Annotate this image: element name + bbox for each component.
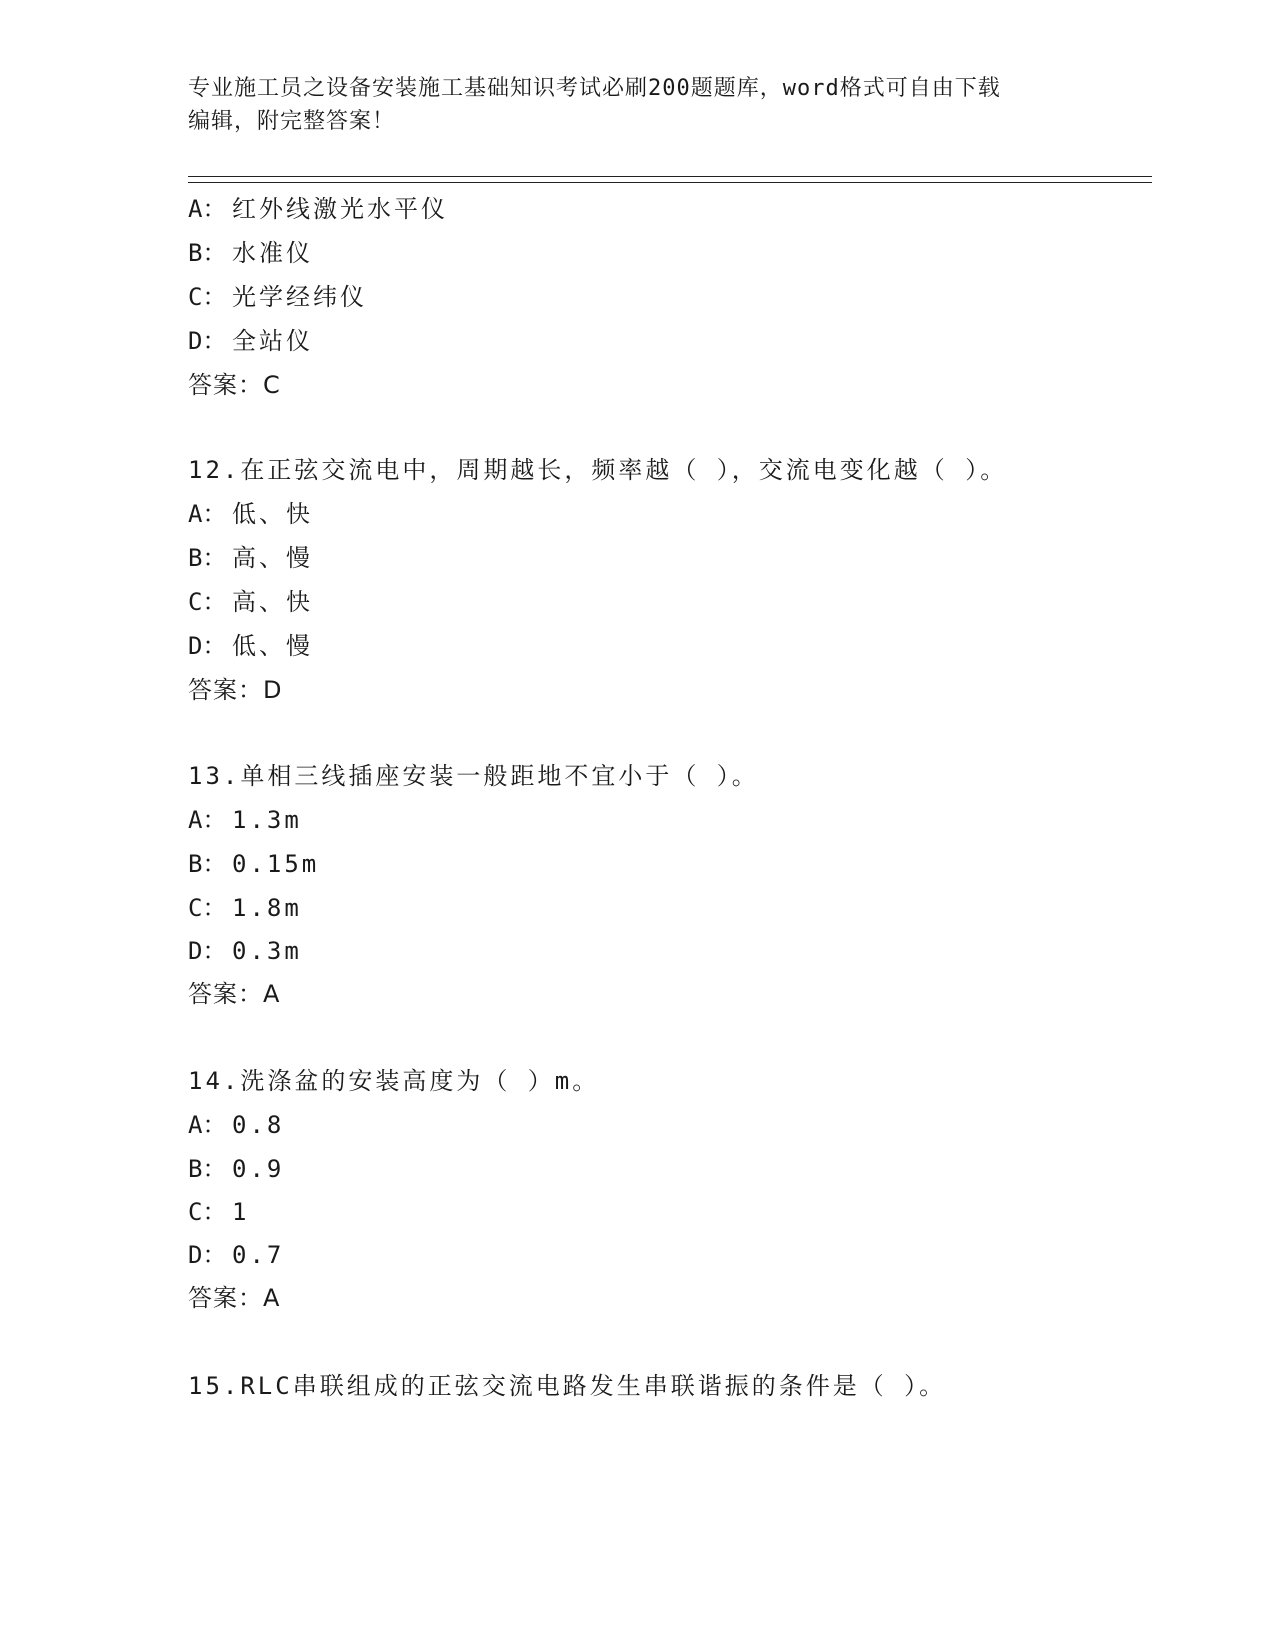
q12-option-c xyxy=(188,587,313,617)
option-text: 高、慢 xyxy=(232,544,313,572)
q11-option-a xyxy=(188,194,448,224)
option-letter: D： xyxy=(188,327,227,355)
q13-option-b xyxy=(188,849,319,879)
option-letter: D： xyxy=(188,632,227,660)
option-letter: C： xyxy=(188,283,227,311)
q14-option-b xyxy=(188,1154,284,1184)
option-text: 全站仪 xyxy=(232,327,313,355)
option-text: 高、快 xyxy=(232,588,313,616)
option-letter: B： xyxy=(188,239,227,267)
q11-option-d xyxy=(188,326,313,356)
q12-option-b xyxy=(188,543,313,573)
q13-option-c xyxy=(188,893,302,923)
q11-answer: 答案：C xyxy=(188,371,281,399)
header-divider-bottom xyxy=(188,182,1152,183)
option-letter: B： xyxy=(188,544,227,572)
option-text: 1 xyxy=(232,1198,250,1226)
option-text: 0.8 xyxy=(232,1111,285,1139)
q13-stem: 13.单相三线插座安装一般距地不宜小于（ ）。 xyxy=(188,762,759,790)
option-letter: C： xyxy=(188,588,227,616)
option-letter: C： xyxy=(188,1198,227,1226)
option-text: 光学经纬仪 xyxy=(232,283,367,311)
option-text: 0.3m xyxy=(232,937,302,965)
option-letter: D： xyxy=(188,937,227,965)
option-letter: B： xyxy=(188,1155,227,1183)
option-letter: A： xyxy=(188,806,227,834)
option-text: 0.7 xyxy=(232,1241,285,1269)
option-text: 0.15m xyxy=(232,850,320,878)
q11-option-c xyxy=(188,282,367,312)
q12-option-a xyxy=(188,499,313,529)
option-letter: B： xyxy=(188,850,227,878)
q14-option-a xyxy=(188,1110,284,1140)
option-text: 低、快 xyxy=(232,500,313,528)
q12-answer: 答案：D xyxy=(188,676,283,704)
q13-option-a xyxy=(188,805,302,835)
option-text: 1.3m xyxy=(232,806,302,834)
option-letter: A： xyxy=(188,500,227,528)
q14-option-d xyxy=(188,1240,284,1270)
option-text: 0.9 xyxy=(232,1155,285,1183)
header-line-1: 专业施工员之设备安装施工基础知识考试必刷200题题库，word格式可自由下载 xyxy=(188,76,1001,101)
option-text: 1.8m xyxy=(232,894,302,922)
option-text: 红外线激光水平仪 xyxy=(232,195,448,223)
option-letter: A： xyxy=(188,1111,227,1139)
q13-option-d xyxy=(188,936,302,966)
header-line-2: 编辑，附完整答案！ xyxy=(188,109,396,134)
q12-option-d xyxy=(188,631,313,661)
option-text: 低、慢 xyxy=(232,632,313,660)
q14-option-c xyxy=(188,1197,249,1227)
option-letter: A： xyxy=(188,195,227,223)
document-header xyxy=(188,72,1068,138)
q11-option-b xyxy=(188,238,313,268)
q12-stem: 12.在正弦交流电中，周期越长，频率越（ ），交流电变化越（ ）。 xyxy=(188,456,1008,484)
q15-stem: 15.RLC串联组成的正弦交流电路发生串联谐振的条件是（ ）。 xyxy=(188,1372,947,1400)
option-text: 水准仪 xyxy=(232,239,313,267)
q14-answer: 答案：A xyxy=(188,1284,281,1312)
q14-stem: 14.洗涤盆的安装高度为（ ）m。 xyxy=(188,1067,600,1095)
header-divider-top xyxy=(188,176,1152,177)
q13-answer: 答案：A xyxy=(188,980,281,1008)
option-letter: C： xyxy=(188,894,227,922)
option-letter: D： xyxy=(188,1241,227,1269)
